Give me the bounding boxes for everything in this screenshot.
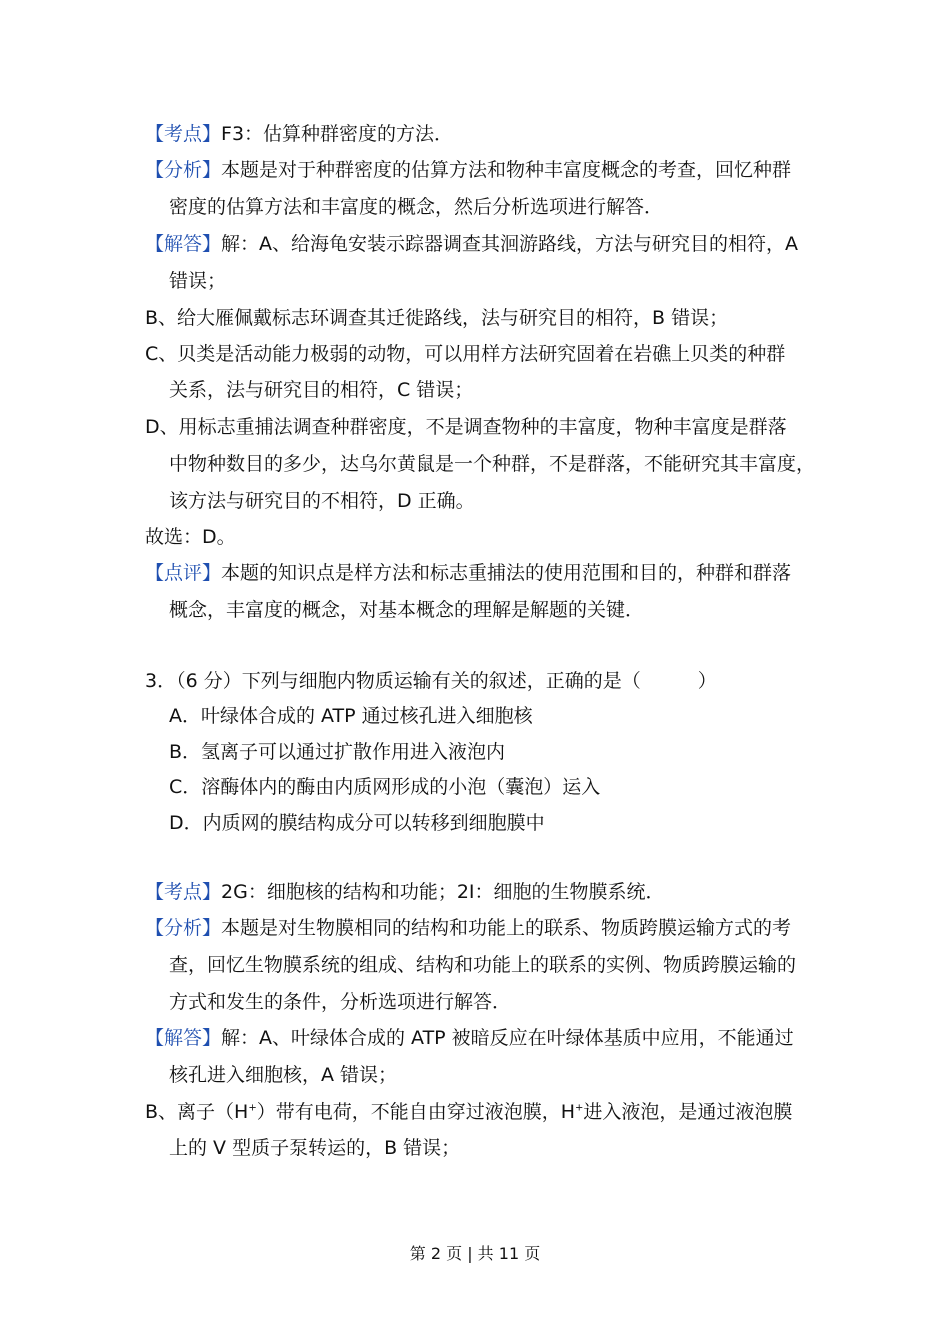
dianping-line-2: 概念，丰富度的概念，对基本概念的理解是解题的关键． <box>169 599 645 621</box>
fenxi-text-q3: 本题是对生物膜相同的结构和功能上的联系、物质跨膜运输方式的考 <box>221 917 792 939</box>
jieda-line-2-q3: 核孔进入细胞核，A 错误； <box>169 1064 398 1086</box>
kaodian-line <box>145 121 453 147</box>
answer-b-part-3: 进入液泡，是通过液泡膜 <box>583 1101 793 1123</box>
guxuan-line: 故选：D。 <box>145 526 236 548</box>
fenxi-line <box>145 157 791 183</box>
jieda-tag: 【解答】 <box>145 233 222 255</box>
option-a: A．叶绿体合成的 ATP 通过核孔进入细胞核 <box>169 705 533 727</box>
kaodian-text: F3：估算种群密度的方法． <box>221 123 454 145</box>
option-d: D．内质网的膜结构成分可以转移到细胞膜中 <box>169 812 545 834</box>
kaodian-text-q3: 2G：细胞核的结构和功能；2I：细胞的生物膜系统． <box>221 881 665 903</box>
answer-b-line-2-q3: 上的 V 型质子泵转运的，B 错误； <box>169 1137 461 1159</box>
answer-c-line-2: 关系，法与研究目的相符，C 错误； <box>169 379 474 401</box>
option-b: B．氢离子可以通过扩散作用进入液泡内 <box>169 741 506 763</box>
jieda-text-q3: 解：A、叶绿体合成的 ATP 被暗反应在叶绿体基质中应用，不能通过 <box>221 1027 794 1049</box>
answer-b-part-2: ）带有电荷，不能自由穿过液泡膜，H <box>256 1101 576 1123</box>
fenxi-line-2-q3: 查，回忆生物膜系统的组成、结构和功能上的联系的实例、物质跨膜运输的 <box>169 954 797 976</box>
dianping-tag: 【点评】 <box>145 562 222 584</box>
answer-b-line-q3 <box>145 1099 792 1125</box>
answer-b-part-1: B、离子（H <box>145 1101 249 1123</box>
superscript-plus-2: + <box>575 1102 584 1114</box>
fenxi-tag: 【分析】 <box>145 159 222 181</box>
answer-d-line-2: 中物种数目的多少，达乌尔黄鼠是一个种群，不是群落，不能研究其丰富度， <box>169 453 816 475</box>
option-c: C．溶酶体内的酶由内质网形成的小泡（囊泡）运入 <box>169 776 601 798</box>
jieda-line <box>145 231 798 257</box>
question-stem: 3．（6 分）下列与细胞内物质运输有关的叙述，正确的是（ ） <box>145 670 717 692</box>
jieda-line-2: 错误； <box>169 270 227 292</box>
fenxi-tag-q3: 【分析】 <box>145 917 222 939</box>
fenxi-line-q3 <box>145 915 791 941</box>
fenxi-line-3-q3: 方式和发生的条件，分析选项进行解答． <box>169 991 512 1013</box>
page-footer: 第 2 页 | 共 11 页 <box>409 1244 541 1263</box>
fenxi-line-2: 密度的估算方法和丰富度的概念，然后分析选项进行解答． <box>169 196 664 218</box>
answer-d-line: D、用标志重捕法调查种群密度，不是调查物种的丰富度，物种丰富度是群落 <box>145 416 787 438</box>
jieda-text: 解：A、给海龟安装示踪器调查其洄游路线，方法与研究目的相符，A <box>221 233 799 255</box>
answer-c-line: C、贝类是活动能力极弱的动物，可以用样方法研究固着在岩礁上贝类的种群 <box>145 343 786 365</box>
jieda-tag-q3: 【解答】 <box>145 1027 222 1049</box>
answer-b-line: B、给大雁佩戴标志环调查其迁徙路线，法与研究目的相符，B 错误； <box>145 307 729 329</box>
dianping-line <box>145 560 791 586</box>
jieda-line-q3 <box>145 1025 794 1051</box>
kaodian-tag-q3: 【考点】 <box>145 881 222 903</box>
dianping-text: 本题的知识点是样方法和标志重捕法的使用范围和目的，种群和群落 <box>221 562 792 584</box>
kaodian-tag: 【考点】 <box>145 123 222 145</box>
kaodian-line-q3 <box>145 879 665 905</box>
answer-d-line-3: 该方法与研究目的不相符，D 正确。 <box>169 490 475 512</box>
superscript-plus-1: + <box>248 1102 257 1114</box>
fenxi-text: 本题是对于种群密度的估算方法和物种丰富度概念的考查，回忆种群 <box>221 159 792 181</box>
